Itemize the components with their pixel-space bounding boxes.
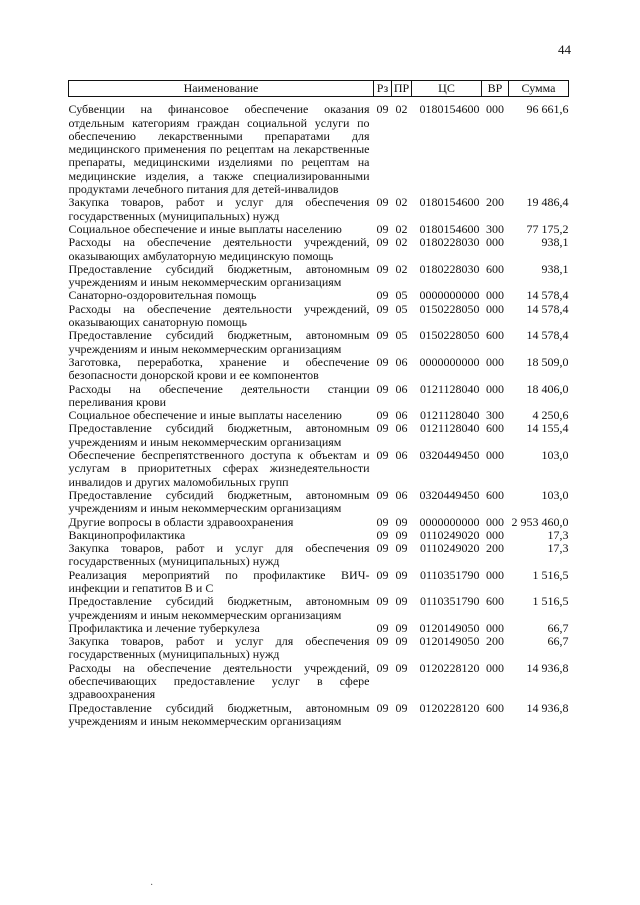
header-name: Наименование — [69, 81, 374, 97]
cell-pr: 05 — [395, 288, 408, 303]
cell-rz: 09 — [376, 514, 389, 529]
table-row — [69, 622, 569, 635]
cell-sum: 14 155,4 — [526, 421, 569, 436]
table-body — [69, 97, 569, 728]
cell-cs: 0000000000 — [419, 288, 480, 303]
cell-vr: 000 — [486, 620, 504, 635]
cell-rz: 09 — [376, 620, 389, 635]
cell-rz: 09 — [376, 660, 389, 675]
cell-sum: 19 486,4 — [526, 195, 569, 210]
cell-cs: 0120149050 — [419, 620, 480, 635]
cell-sum: 938,1 — [541, 261, 569, 276]
cell-rz: 09 — [376, 408, 389, 423]
cell-pr: 02 — [395, 221, 408, 236]
cell-rz: 09 — [376, 634, 389, 649]
cell-name: Закупка товаров, работ и услуг для обеспечения государственных (муниципальных) нужд — [68, 634, 370, 662]
cell-sum: 14 578,4 — [526, 328, 569, 343]
cell-name: Закупка товаров, работ и услуг для обеспечения государственных (муниципальных) нужд — [68, 541, 370, 569]
header-cs: ЦС — [412, 81, 482, 97]
cell-sum: 18 406,0 — [526, 381, 569, 396]
cell-pr: 09 — [395, 660, 408, 675]
cell-pr: 06 — [395, 421, 408, 436]
table-row — [69, 103, 569, 196]
cell-cs: 0121128040 — [419, 421, 480, 436]
table-row — [69, 356, 569, 383]
cell-rz: 09 — [376, 195, 389, 210]
cell-cs: 0000000000 — [419, 514, 480, 529]
cell-pr: 09 — [395, 527, 408, 542]
header-pr: ПР — [392, 81, 412, 97]
cell-sum: 103,0 — [541, 487, 569, 502]
cell-cs: 0120149050 — [419, 634, 480, 649]
cell-pr: 09 — [395, 541, 408, 556]
cell-vr: 000 — [486, 448, 504, 463]
cell-pr: 09 — [395, 514, 408, 529]
cell-name: Расходы на обеспечение деятельности учреждений, обеспечивающих предоставление услуг в сфере здравоохранения — [68, 660, 370, 702]
cell-sum: 17,3 — [547, 527, 569, 542]
cell-cs: 0120228120 — [419, 700, 480, 715]
cell-rz: 09 — [376, 567, 389, 582]
cell-name: Другие вопросы в области здравоохранения — [68, 514, 294, 529]
cell-pr: 02 — [395, 235, 408, 250]
cell-pr: 02 — [395, 102, 408, 117]
cell-vr: 000 — [486, 301, 504, 316]
table-row — [69, 289, 569, 302]
cell-sum: 14 578,4 — [526, 301, 569, 316]
table-header-row — [69, 81, 569, 97]
cell-cs: 0320449450 — [419, 448, 480, 463]
cell-pr: 06 — [395, 487, 408, 502]
table-row — [69, 635, 569, 662]
cell-vr: 000 — [486, 660, 504, 675]
cell-cs: 0180154600 — [419, 102, 480, 117]
table-row — [69, 303, 569, 330]
cell-pr: 09 — [395, 594, 408, 609]
cell-name: Профилактика и лечение туберкулеза — [68, 620, 260, 635]
cell-name: Социальное обеспечение и иные выплаты населению — [68, 408, 342, 423]
cell-vr: 000 — [486, 235, 504, 250]
cell-vr: 300 — [486, 408, 504, 423]
cell-rz: 09 — [376, 354, 389, 369]
cell-rz: 09 — [376, 221, 389, 236]
cell-pr: 09 — [395, 634, 408, 649]
cell-cs: 0120228120 — [419, 660, 480, 675]
cell-pr: 06 — [395, 408, 408, 423]
cell-pr: 02 — [395, 261, 408, 276]
cell-name: Предоставление субсидий бюджетным, автономным учреждениям и иным некоммерческим организациям — [68, 261, 370, 290]
cell-name: Расходы на обеспечение деятельности учреждений, оказывающих амбулаторную медицинскую помощь — [68, 235, 370, 263]
table-row — [69, 569, 569, 596]
cell-name: Субвенции на финансовое обеспечение оказания отдельным категориям граждан социальной услуги по обеспечению лекарственными препаратами для медицинского применения по рецептам на лекарственные препараты, медицинскими изделиями по рецептам на медицинские изделия, а также специализированными продуктами лечебного питания для детей-инвалидов — [68, 102, 370, 197]
cell-name: Предоставление субсидий бюджетным, автономным учреждениям и иным некоммерческим организациям — [68, 328, 370, 356]
cell-name: Закупка товаров, работ и услуг для обеспечения государственных (муниципальных) нужд — [68, 195, 370, 223]
cell-vr: 000 — [486, 567, 504, 582]
cell-pr: 02 — [395, 195, 408, 210]
cell-cs: 0000000000 — [419, 354, 480, 369]
cell-name: Санаторно-оздоровительная помощь — [68, 288, 257, 303]
scan-mark: · — [150, 880, 154, 891]
cell-cs: 0121128040 — [419, 381, 480, 396]
table-row — [69, 542, 569, 569]
cell-rz: 09 — [376, 700, 389, 715]
cell-sum: 66,7 — [547, 620, 569, 635]
cell-rz: 09 — [376, 381, 389, 396]
table-row — [69, 329, 569, 356]
cell-pr: 06 — [395, 381, 408, 396]
table-row — [69, 236, 569, 263]
cell-sum: 1 516,5 — [532, 594, 569, 609]
cell-cs: 0180228030 — [419, 261, 480, 276]
cell-pr: 09 — [395, 567, 408, 582]
cell-cs: 0121128040 — [419, 408, 480, 423]
cell-vr: 300 — [486, 221, 504, 236]
table-row — [69, 516, 569, 529]
cell-pr: 05 — [395, 301, 408, 316]
cell-sum: 77 175,2 — [526, 221, 569, 236]
cell-vr: 600 — [486, 594, 504, 609]
cell-rz: 09 — [376, 421, 389, 436]
cell-sum: 4 250,6 — [532, 408, 569, 423]
header-rz: Рз — [374, 81, 392, 97]
cell-cs: 0150228050 — [419, 301, 480, 316]
cell-pr: 09 — [395, 700, 408, 715]
cell-sum: 14 936,8 — [526, 660, 569, 675]
cell-name: Обеспечение беспрепятственного доступа к объектам и услугам в приоритетных сферах жизнедеятельности инвалидов и других маломобильных групп — [68, 448, 370, 489]
cell-sum: 938,1 — [541, 235, 569, 250]
cell-sum: 2 953 460,0 — [511, 514, 569, 529]
table-row — [69, 595, 569, 622]
cell-sum: 14 578,4 — [526, 288, 569, 303]
cell-vr: 600 — [486, 487, 504, 502]
cell-sum: 66,7 — [547, 634, 569, 649]
cell-name: Расходы на обеспечение деятельности станции переливания крови — [68, 381, 370, 409]
cell-sum: 1 516,5 — [532, 567, 569, 582]
header-sum: Сумма — [509, 81, 569, 97]
cell-vr: 000 — [486, 514, 504, 529]
header-vr: ВР — [482, 81, 509, 97]
cell-cs: 0180154600 — [419, 195, 480, 210]
cell-vr: 600 — [486, 261, 504, 276]
cell-vr: 000 — [486, 527, 504, 542]
table-row — [69, 223, 569, 236]
cell-pr: 06 — [395, 448, 408, 463]
cell-cs: 0150228050 — [419, 328, 480, 343]
table-row — [69, 489, 569, 516]
table-row — [69, 662, 569, 702]
cell-vr: 200 — [486, 634, 504, 649]
cell-rz: 09 — [376, 288, 389, 303]
cell-cs: 0110351790 — [419, 567, 480, 582]
cell-rz: 09 — [376, 235, 389, 250]
cell-rz: 09 — [376, 527, 389, 542]
cell-sum: 17,3 — [547, 541, 569, 556]
table-row — [69, 449, 569, 489]
table-row — [69, 422, 569, 449]
table-row — [69, 383, 569, 410]
cell-vr: 000 — [486, 102, 504, 117]
cell-name: Реализация мероприятий по профилактике ВИЧ-инфекции и гепатитов В и С — [68, 567, 370, 595]
cell-vr: 600 — [486, 700, 504, 715]
cell-name: Предоставление субсидий бюджетным, автономным учреждениям и иным некоммерческим организациям — [68, 421, 370, 449]
cell-name: Социальное обеспечение и иные выплаты населению — [68, 221, 342, 236]
cell-rz: 09 — [376, 301, 389, 316]
cell-rz: 09 — [376, 594, 389, 609]
cell-name: Вакцинопрофилактика — [68, 527, 186, 542]
cell-vr: 000 — [486, 288, 504, 303]
cell-sum: 14 936,8 — [526, 700, 569, 715]
cell-pr: 06 — [395, 354, 408, 369]
cell-cs: 0180228030 — [419, 235, 480, 250]
cell-vr: 000 — [486, 354, 504, 369]
cell-cs: 0110351790 — [419, 594, 480, 609]
cell-rz: 09 — [376, 448, 389, 463]
cell-sum: 18 509,0 — [526, 354, 569, 369]
cell-name: Предоставление субсидий бюджетным, автономным учреждениям и иным некоммерческим организациям — [68, 594, 370, 622]
table-row — [69, 529, 569, 542]
page-number: 44 — [558, 42, 571, 57]
table-row — [69, 702, 569, 729]
budget-table — [68, 80, 569, 728]
cell-rz: 09 — [376, 261, 389, 276]
cell-name: Заготовка, переработка, хранение и обеспечение безопасности донорской крови и ее компонентов — [68, 354, 370, 383]
cell-sum: 96 661,6 — [526, 102, 569, 117]
cell-vr: 000 — [486, 381, 504, 396]
cell-cs: 0110249020 — [419, 527, 480, 542]
cell-cs: 0110249020 — [419, 541, 480, 556]
cell-vr: 200 — [486, 195, 504, 210]
cell-rz: 09 — [376, 328, 389, 343]
cell-pr: 09 — [395, 620, 408, 635]
cell-rz: 09 — [376, 102, 389, 117]
cell-rz: 09 — [376, 541, 389, 556]
table-row — [69, 196, 569, 223]
cell-vr: 200 — [486, 541, 504, 556]
cell-rz: 09 — [376, 487, 389, 502]
cell-cs: 0180154600 — [419, 221, 480, 236]
cell-name: Предоставление субсидий бюджетным, автономным учреждениям и иным некоммерческим организациям — [68, 700, 370, 728]
cell-name: Предоставление субсидий бюджетным, автономным учреждениям и иным некоммерческим организациям — [68, 487, 370, 516]
cell-vr: 600 — [486, 421, 504, 436]
cell-cs: 0320449450 — [419, 487, 480, 502]
cell-name: Расходы на обеспечение деятельности учреждений, оказывающих санаторную помощь — [68, 301, 370, 330]
cell-vr: 600 — [486, 328, 504, 343]
table-row — [69, 409, 569, 422]
cell-sum: 103,0 — [541, 448, 569, 463]
cell-pr: 05 — [395, 328, 408, 343]
table-row — [69, 263, 569, 290]
